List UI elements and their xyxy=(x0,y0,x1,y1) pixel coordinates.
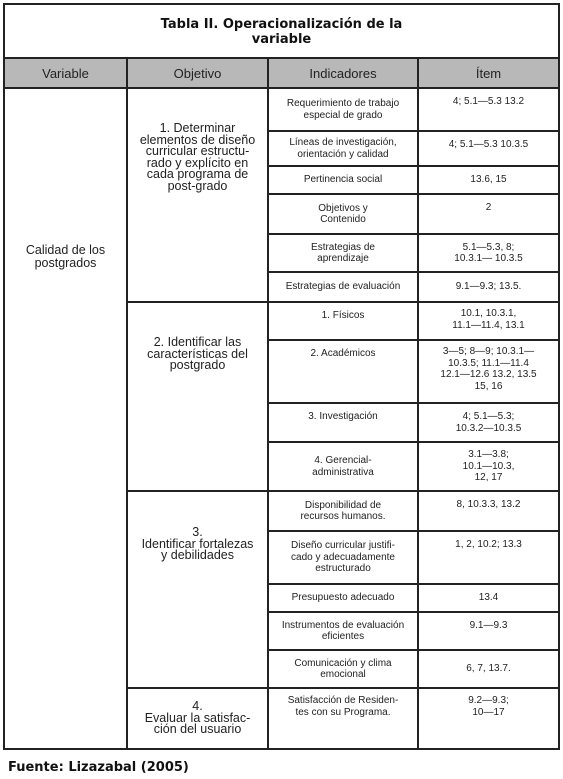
objective-2: 2. Identificar las características del postgrado xyxy=(147,335,248,372)
item-cell: 1, 2, 10.2; 13.3 xyxy=(455,539,522,550)
indicador-cell: Satisfacción de Residen- tes con su Programa. xyxy=(287,695,399,718)
operationalization-table xyxy=(3,3,560,750)
header-variable: Variable xyxy=(5,59,126,89)
item-cell: 4; 5.1—5.3 13.2 xyxy=(452,96,525,107)
indicador-cell: Comunicación y clima emocional xyxy=(294,657,392,680)
variable-cell: Calidad de los postgrados xyxy=(25,243,106,270)
indicador-cell: Requerimiento de trabajo especial de grado xyxy=(286,98,400,121)
item-cell: 4; 5.1—5.3 10.3.5 xyxy=(448,139,529,150)
indicador-cell: Pertinencia social xyxy=(303,174,383,186)
indicador-cell: 3. Investigación xyxy=(308,411,378,422)
item-cell: 2 xyxy=(485,202,492,213)
objective-1: 1. Determinar elementos de diseño curricular estructu- rado y explícito en cada programa de post-grado xyxy=(139,121,256,193)
indicador-cell: 4. Gerencial- administrativa xyxy=(312,455,374,478)
item-cell: 5.1—5.3, 8; 10.3.1— 10.3.5 xyxy=(454,241,523,264)
indicador-cell: Instrumentos de evaluación eficientes xyxy=(281,619,405,642)
source-caption: Fuente: Lizazabal (2005) xyxy=(8,760,189,775)
item-cell: 9.2—9.3; 10—17 xyxy=(468,695,509,718)
item-cell: 8, 10.3.3, 13.2 xyxy=(456,499,521,510)
item-cell: 3.1—3.8; 10.1—10.3, 12, 17 xyxy=(462,449,515,484)
table-title: Tabla II. Operacionalización de la variable xyxy=(5,5,558,59)
indicador-cell: 2. Académicos xyxy=(310,348,376,359)
item-cell: 9.1—9.3 xyxy=(469,620,508,631)
item-cell: 3—5; 8—9; 10.3.1— 10.3.5; 11.1—11.4 12.1—12.6 13.2, 13.5 15, 16 xyxy=(440,346,537,392)
indicador-cell: 1. Físicos xyxy=(321,310,365,321)
indicador-cell: Objetivos y Contenido xyxy=(318,202,368,225)
item-cell: 13.6, 15 xyxy=(470,174,507,186)
indicador-cell: Líneas de investigación, orientación y calidad xyxy=(289,137,397,160)
item-cell: 9.1—9.3; 13.5. xyxy=(455,281,522,293)
indicador-cell: Diseño curricular justifi- cado y adecuadamente estructurado xyxy=(291,540,395,575)
objective-3: 3. Identificar fortalezas y debilidades xyxy=(141,525,254,562)
indicador-cell: Estrategias de evaluación xyxy=(285,281,401,293)
header-objetivo: Objetivo xyxy=(128,59,267,89)
header-indicadores: Indicadores xyxy=(269,59,417,89)
header-item: Ítem xyxy=(419,59,558,89)
indicador-cell: Disponibilidad de recursos humanos. xyxy=(300,499,386,522)
objective-4: 4. Evaluar la satisfac- ción del usuario xyxy=(144,699,251,736)
item-cell: 13.4 xyxy=(478,592,499,604)
indicador-cell: Presupuesto adecuado xyxy=(291,592,395,604)
indicador-cell: Estrategias de aprendizaje xyxy=(311,241,375,264)
item-cell: 4; 5.1—5.3; 10.3.2—10.3.5 xyxy=(455,411,522,434)
item-cell: 10.1, 10.3.1, 11.1—11.4, 13.1 xyxy=(452,308,525,331)
item-cell: 6, 7, 13.7. xyxy=(466,663,511,675)
